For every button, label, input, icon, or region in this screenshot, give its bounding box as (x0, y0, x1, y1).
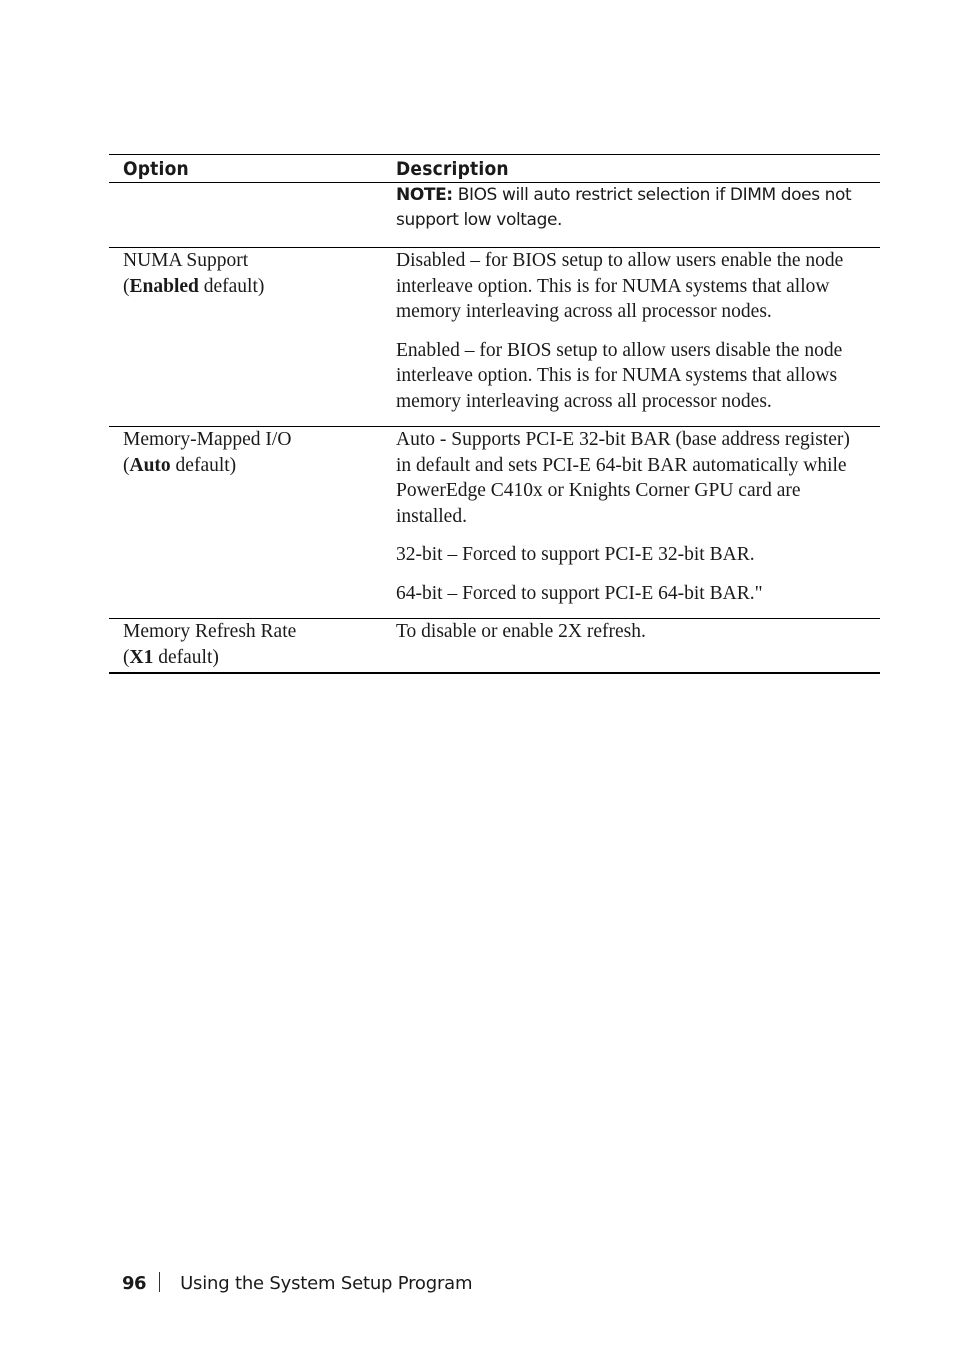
option-cell (109, 248, 383, 427)
option-name: NUMA Support (123, 250, 249, 271)
bios-options-table (109, 154, 880, 674)
option-name: Memory Refresh Rate (123, 621, 297, 642)
table-row (109, 248, 880, 427)
table-row (109, 619, 880, 674)
table-row (109, 427, 880, 619)
description-cell-note (383, 183, 880, 248)
description-cell (383, 427, 880, 619)
default-value: X1 (129, 646, 154, 668)
option-cell-empty (109, 183, 383, 248)
option-cell (109, 427, 383, 619)
description-paragraph: Disabled – for BIOS setup to allow users enable the node interleave option. This is for NUMA systems that allow memory interleaving across all processor nodes. (396, 250, 844, 322)
page-number: 96 (122, 1273, 147, 1294)
option-cell (109, 619, 383, 674)
description-cell (383, 248, 880, 427)
option-default: (Enabled default) (123, 275, 265, 297)
column-header-description: Description (383, 155, 880, 183)
table-row-note (109, 183, 880, 248)
description-cell (383, 619, 880, 674)
description-paragraph: To disable or enable 2X refresh. (396, 621, 646, 642)
description-paragraph: 64-bit – Forced to support PCI-E 64-bit BAR." (396, 582, 763, 604)
footer-separator (159, 1272, 160, 1292)
page-footer (122, 1271, 472, 1297)
default-value: Enabled (129, 275, 199, 297)
option-default: (Auto default) (123, 454, 237, 476)
description-paragraph: Enabled – for BIOS setup to allow users disable the node interleave option. This is for NUMA systems that allows memory interleaving across all processor nodes. (396, 339, 843, 412)
description-paragraph: Auto - Supports PCI-E 32-bit BAR (base address register) in default and sets PCI-E 64-bit BAR automatically while PowerEdge C410x or Knights Corner GPU card are installed. (396, 429, 850, 527)
table-header-row (109, 155, 880, 183)
option-default: (X1 default) (123, 646, 219, 668)
default-value: Auto (129, 454, 171, 476)
column-header-option: Option (109, 155, 383, 183)
note-text (396, 183, 868, 233)
note-label: NOTE: (396, 185, 453, 205)
description-paragraph: 32-bit – Forced to support PCI-E 32-bit BAR. (396, 544, 755, 565)
note-body: BIOS will auto restrict selection if DIMM does not support low voltage. (396, 185, 852, 230)
option-name: Memory-Mapped I/O (123, 429, 292, 450)
footer-section-title: Using the System Setup Program (180, 1273, 473, 1294)
